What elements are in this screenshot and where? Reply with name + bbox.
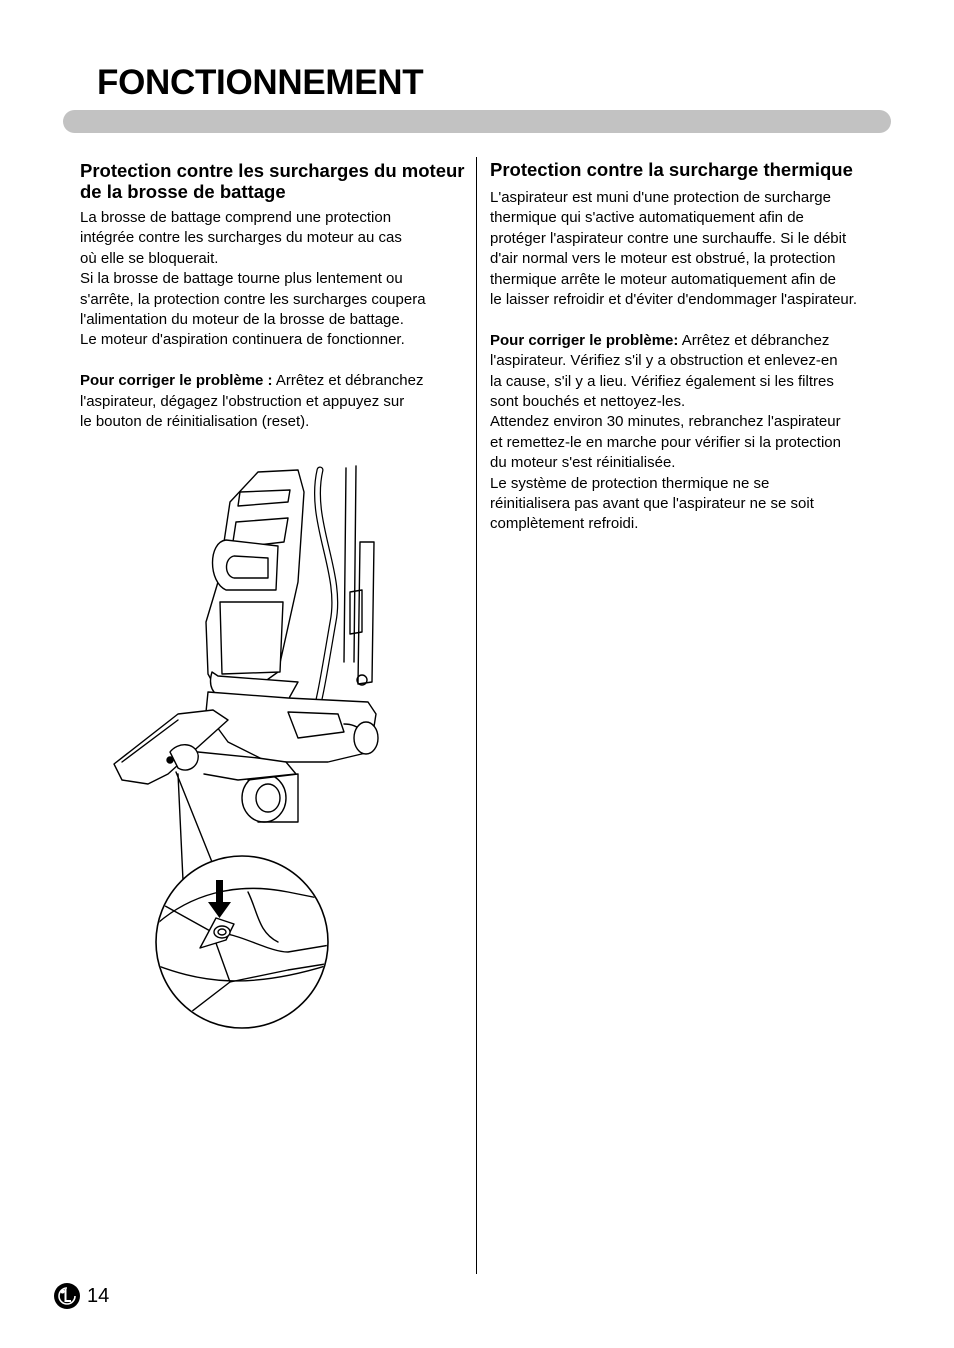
text-line: l'alimentation du moteur de la brosse de battage. xyxy=(80,311,404,329)
text-line: La brosse de battage comprend une protection xyxy=(80,209,392,226)
text-line: L'aspirateur est muni d'une protection de surcharge xyxy=(490,189,831,206)
text-line: Si la brosse de battage tourne plus lentement ou xyxy=(80,270,403,288)
text-line: la cause, s'il y a lieu. Vérifiez également si les filtres xyxy=(490,372,834,390)
text-line: le laisser refroidir et d'éviter d'endommager l'aspirateur. xyxy=(490,291,858,309)
text-line: Le système de protection thermique ne se xyxy=(490,474,770,492)
text-line: thermique arrête le moteur automatiquement afin de xyxy=(490,270,837,288)
text-line: où elle se bloquerait. xyxy=(80,249,219,267)
page-footer xyxy=(53,1282,109,1310)
page-title: FONCTIONNEMENT xyxy=(97,63,424,102)
left-column xyxy=(80,160,466,432)
thermal-overload-paragraph xyxy=(490,188,890,310)
thermal-overload-heading: Protection contre la surcharge thermique xyxy=(490,159,853,180)
page-number: 14 xyxy=(87,1285,110,1307)
lg-logo-icon xyxy=(53,1282,81,1310)
text-line: l'aspirateur, dégagez l'obstruction et appuyez sur xyxy=(80,392,405,410)
thermal-overload-fix xyxy=(490,331,890,535)
text-line: s'arrête, la protection contre les surcharges coupera xyxy=(80,290,426,308)
text-line: Attendez environ 30 minutes, rebranchez l'aspirateur xyxy=(490,413,841,431)
text-line: et remettez-le en marche pour vérifier si la protection xyxy=(490,433,841,451)
text-line: complètement refroidi. xyxy=(490,515,639,533)
text-line: le bouton de réinitialisation (reset). xyxy=(80,413,310,431)
motor-overload-paragraph xyxy=(80,208,466,351)
fix-label: Pour corriger le problème: xyxy=(490,331,679,349)
title-bar xyxy=(63,110,891,133)
text-line: Arrêtez et débranchez xyxy=(272,372,424,390)
text-line: sont bouchés et nettoyez-les. xyxy=(490,393,686,411)
text-line: Arrêtez et débranchez xyxy=(678,331,830,349)
text-line: intégrée contre les surcharges du moteur au cas xyxy=(80,229,402,247)
column-divider xyxy=(476,157,477,1274)
vacuum-reset-button-illustration xyxy=(108,462,394,1030)
fix-label: Pour corriger le problème : xyxy=(80,372,273,390)
motor-overload-fix xyxy=(80,371,466,432)
right-column xyxy=(490,159,890,535)
text-line: l'aspirateur. Vérifiez s'il y a obstruction et enlevez-en xyxy=(490,352,838,370)
text-line: du moteur s'est réinitialisée. xyxy=(490,454,676,472)
text-line: protéger l'aspirateur contre une surchauffe. Si le débit xyxy=(490,229,847,247)
text-line: Le moteur d'aspiration continuera de fonctionner. xyxy=(80,331,405,349)
motor-overload-heading: Protection contre les surcharges du moteur de la brosse de battage xyxy=(80,160,465,202)
text-line: thermique qui s'active automatiquement afin de xyxy=(490,209,804,227)
text-line: réinitialisera pas avant que l'aspirateur ne se soit xyxy=(490,495,814,513)
text-line: d'air normal vers le moteur est obstrué, la protection xyxy=(490,250,836,268)
